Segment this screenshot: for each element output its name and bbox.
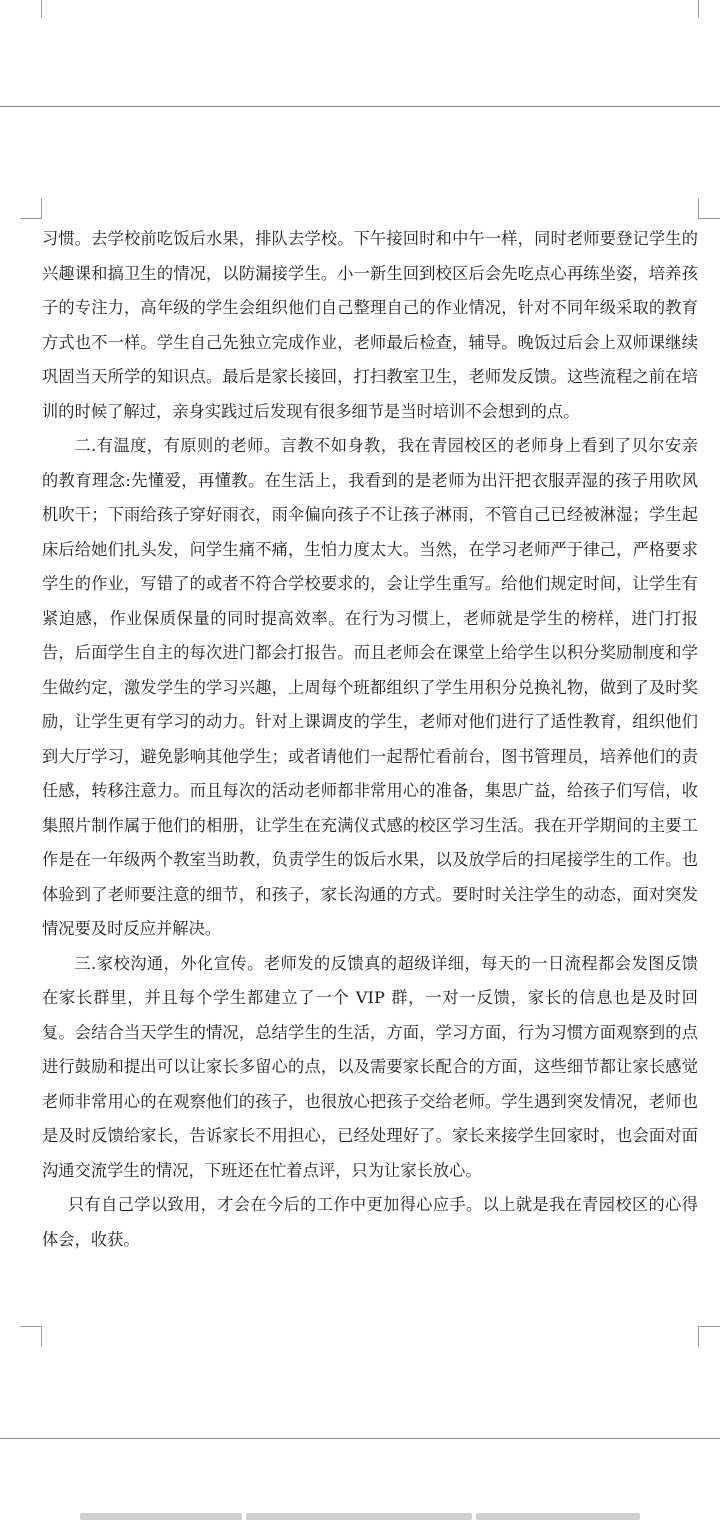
- bottom-toolbar[interactable]: [80, 1513, 640, 1520]
- toolbar-segment-2[interactable]: [246, 1513, 472, 1520]
- paragraph-1: 习惯。去学校前吃饭后水果，排队去学校。下午接回时和中午一样，同时老师要登记学生的兴趣课和搞卫生的情况，以防漏接学生。小一新生回到校区后会先吃点心再练坐姿，培养孩子的专注力，高年级的学生会组织他们自己整理自己的作业情况，针对不同年级采取的教育方式也不一样。学生自己先独立完成作业，老师最后检查，辅导。晚饭过后会上双师课继续巩固当天所学的知识点。最后是家长接回，打扫教室卫生，老师发反馈。这些流程之前在培训的时候了解过，亲身实践过后发现有很多细节是当时培训不会想到的点。: [42, 229, 698, 421]
- paragraph-2: 二.有温度，有原则的老师。言教不如身教，我在青园校区的老师身上看到了贝尔安亲的教育理念:先懂爱，再懂教。在生活上，我看到的是老师为出汗把衣服弄湿的孩子用吹风机吹干；下雨给孩子穿好雨衣，雨伞偏向孩子不让孩子淋雨，不管自己已经被淋湿；学生起床后给她们扎头发，问学生痛不痛，生怕力度太大。当然，在学习老师严于律己，严格要求学生的作业，写错了的或者不符合学校要求的，会让学生重写。给他们规定时间，让学生有紧迫感，作业保质保量的同时提高效率。在行为习惯上，老师就是学生的榜样，进门打报告，后面学生自主的每次进门都会打报告。而且老师会在课堂上给学生以积分奖励制度和学生做约定，激发学生的学习兴趣，上周每个班都组织了学生用积分兑换礼物，做到了及时奖励，让学生更有学习的动力。针对上课调皮的学生，老师对他们进行了适性教育，组织他们到大厅学习，避免影响其他学生；或者请他们一起帮忙看前台，图书管理员，培养他们的责任感，转移注意力。而且每次的活动老师都非常用心的准备，集思广益，给孩子们写信，收集照片制作属于他们的相册，让学生在充满仪式感的校区学习生活。我在开学期间的主要工作是在一年级两个教室当助教，负责学生的饭后水果，以及放学后的扫尾接学生的工作。也体验到了老师要注意的细节，和孩子，家长沟通的方式。要时时关注学生的动态，面对突发情况要及时反应并解决。: [42, 436, 698, 938]
- document-body: [42, 222, 698, 1257]
- page-separator-bottom: [0, 1438, 720, 1439]
- page-separator-top: [0, 106, 720, 107]
- paragraph-4: 只有自己学以致用，才会在今后的工作中更加得心应手。以上就是我在青园校区的心得体会，收获。: [42, 1195, 698, 1249]
- paragraph-3: 三.家校沟通，外化宣传。老师发的反馈真的超级详细，每天的一日流程都会发图反馈在家长群里，并且每个学生都建立了一个 VIP 群，一对一反馈，家长的信息也是及时回复。会结合当天学生的情况，总结学生的生活，方面，学习方面，行为习惯方面观察到的点进行鼓励和提出可以让家长多留心的点，以及需要家长配合的方面，这些细节都让家长感觉老师非常用心的在观察他们的孩子，也很放心把孩子交给老师。学生遇到突发情况，老师也是及时反馈给家长，告诉家长不用担心，已经处理好了。家长来接学生回家时，也会面对面沟通交流学生的情况，下班还在忙着点评，只为让家长放心。: [42, 953, 698, 1180]
- toolbar-segment-1[interactable]: [80, 1513, 242, 1520]
- toolbar-segment-3[interactable]: [476, 1513, 640, 1520]
